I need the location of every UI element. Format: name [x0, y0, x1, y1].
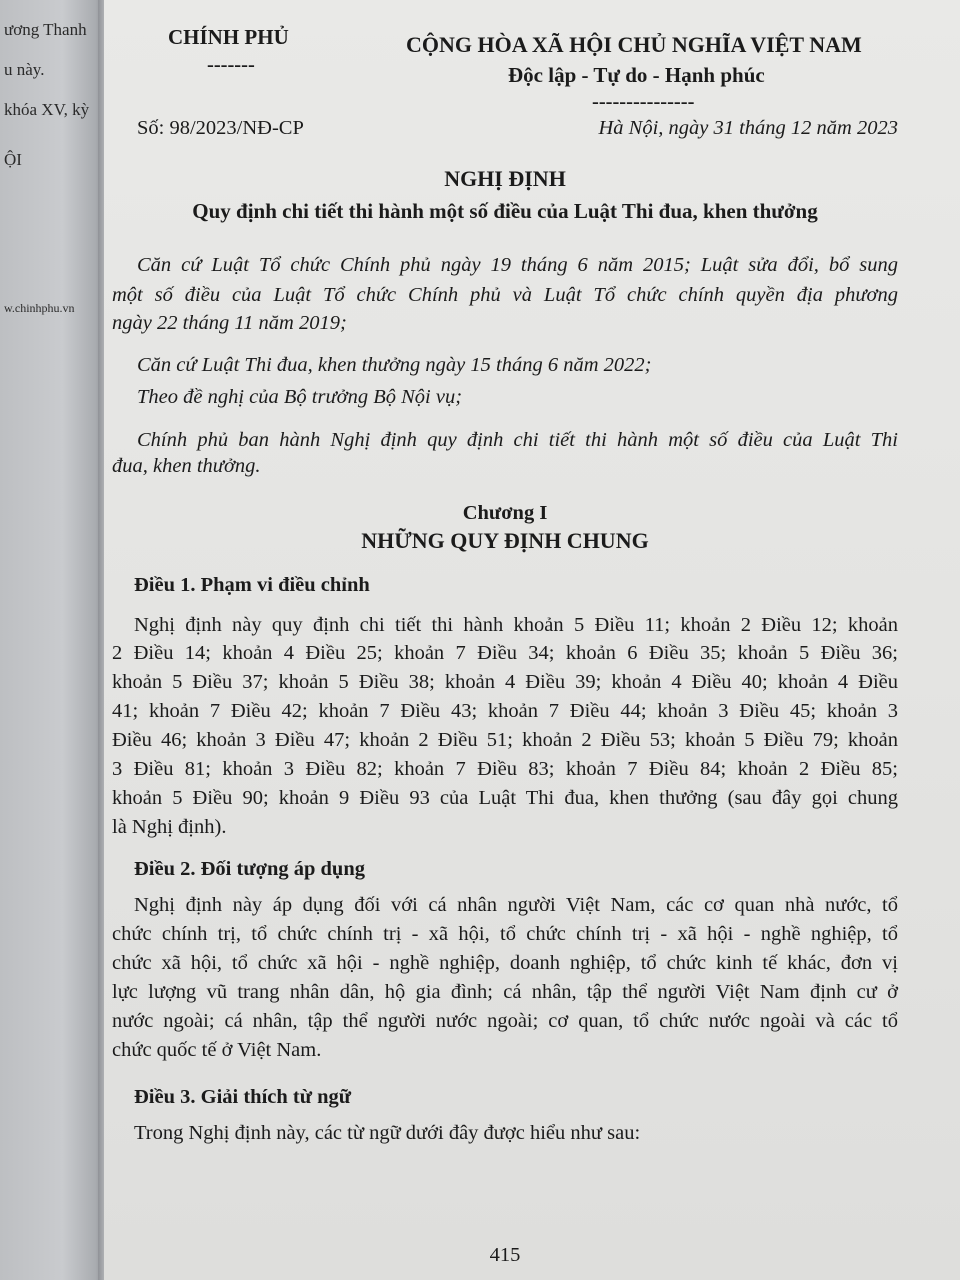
- page-number: 415: [489, 1244, 521, 1266]
- previous-page-edge: [0, 0, 104, 1280]
- chapter-number: Chương I: [462, 502, 548, 524]
- left-page-fragment: ương Thanh: [4, 20, 87, 39]
- left-page-fragment: u này.: [4, 60, 45, 79]
- preamble-line: Theo đề nghị của Bộ trưởng Bộ Nội vụ;: [137, 386, 463, 408]
- article-text-line: lực lượng vũ trang nhân dân, hộ gia đình; cá nhân, tập thể người Việt Nam định cư ở: [112, 981, 898, 1003]
- article-heading: Điều 2. Đối tượng áp dụng: [134, 858, 365, 880]
- article-text-line: khoản 5 Điều 37; khoản 5 Điều 38; khoản 4 Điều 39; khoản 4 Điều 40; khoản 4 Điều: [112, 671, 898, 693]
- chapter-title: NHỮNG QUY ĐỊNH CHUNG: [361, 528, 649, 553]
- preamble-line: đua, khen thưởng.: [112, 455, 261, 477]
- article-text-line: Nghị định này quy định chi tiết thi hành khoản 5 Điều 11; khoản 2 Điều 12; khoản: [134, 614, 898, 636]
- agency-rule: -------: [207, 54, 255, 76]
- motto-rule: ---------------: [592, 91, 695, 113]
- document-subject: Quy định chi tiết thi hành một số điều của Luật Thi đua, khen thưởng: [192, 199, 818, 223]
- article-text-line: Trong Nghị định này, các từ ngữ dưới đây được hiểu như sau:: [134, 1122, 641, 1144]
- preamble-line: Căn cứ Luật Thi đua, khen thưởng ngày 15 tháng 6 năm 2022;: [137, 354, 652, 376]
- document-number: Số: 98/2023/NĐ-CP: [137, 117, 304, 139]
- article-text-line: là Nghị định).: [112, 816, 227, 838]
- article-text-line: 2 Điều 14; khoản 4 Điều 25; khoản 7 Điều 34; khoản 6 Điều 35; khoản 5 Điều 36;: [112, 642, 898, 664]
- article-text-line: chức chính trị, tổ chức chính trị - xã hội, tổ chức chính trị - xã hội - nghề nghiệp, tổ: [112, 923, 898, 945]
- left-page-fragment: khóa XV, kỳ: [4, 100, 90, 119]
- article-text-line: Điều 46; khoản 3 Điều 47; khoản 2 Điều 51; khoản 2 Điều 53; khoản 5 Điều 79; khoản: [112, 729, 898, 751]
- country-name: CỘNG HÒA XÃ HỘI CHỦ NGHĨA VIỆT NAM: [406, 32, 862, 57]
- article-text-line: Nghị định này áp dụng đối với cá nhân người Việt Nam, các cơ quan nhà nước, tổ: [134, 894, 898, 916]
- article-text-line: nước ngoài; cá nhân, tập thể người nước ngoài; cơ quan, tổ chức nước ngoài và các tổ: [112, 1010, 898, 1032]
- preamble-line: ngày 22 tháng 11 năm 2019;: [112, 312, 347, 334]
- preamble-line: Căn cứ Luật Tổ chức Chính phủ ngày 19 tháng 6 năm 2015; Luật sửa đổi, bổ sung: [137, 254, 898, 276]
- preamble-line: một số điều của Luật Tổ chức Chính phủ và Luật Tổ chức chính quyền địa phương: [112, 284, 898, 306]
- article-heading: Điều 1. Phạm vi điều chỉnh: [134, 574, 370, 596]
- left-page-fragment: ỘI: [4, 150, 22, 169]
- left-page-fragment: w.chinhphu.vn: [4, 301, 75, 315]
- issuing-agency: CHÍNH PHỦ: [168, 25, 289, 49]
- article-heading: Điều 3. Giải thích từ ngữ: [134, 1086, 352, 1108]
- article-text-line: chức xã hội, tổ chức xã hội - nghề nghiệp, doanh nghiệp, tổ chức kinh tế khác, đơn vị: [112, 952, 898, 974]
- place-date: Hà Nội, ngày 31 tháng 12 năm 2023: [598, 117, 898, 139]
- article-text-line: khoản 5 Điều 90; khoản 9 Điều 93 của Luật Thi đua, khen thưởng (sau đây gọi chung: [112, 787, 898, 809]
- document-type: NGHỊ ĐỊNH: [444, 166, 566, 191]
- article-text-line: chức quốc tế ở Việt Nam.: [112, 1039, 322, 1061]
- preamble-line: Chính phủ ban hành Nghị định quy định chi tiết thi hành một số điều của Luật Thi: [137, 429, 898, 451]
- national-motto: Độc lập - Tự do - Hạnh phúc: [508, 63, 765, 87]
- article-text-line: 3 Điều 81; khoản 3 Điều 82; khoản 7 Điều 83; khoản 7 Điều 84; khoản 2 Điều 85;: [112, 758, 898, 780]
- article-text-line: 41; khoản 7 Điều 42; khoản 7 Điều 43; khoản 7 Điều 44; khoản 3 Điều 45; khoản 3: [112, 700, 898, 722]
